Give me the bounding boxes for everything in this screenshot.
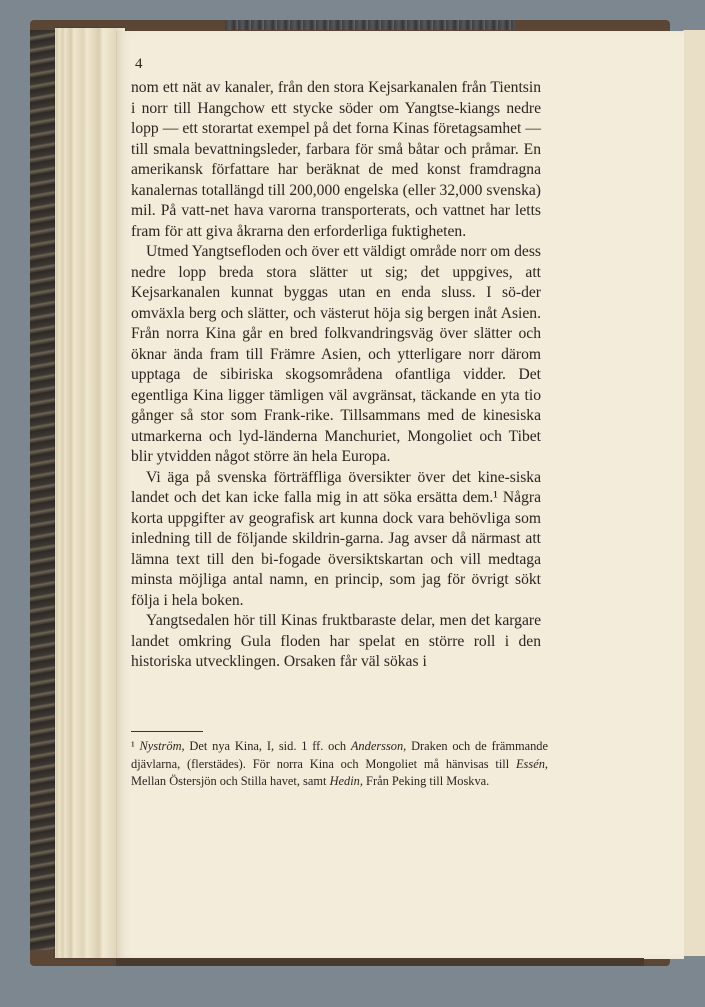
book-spine bbox=[30, 30, 56, 950]
page-number: 4 bbox=[135, 56, 143, 72]
top-binding-band bbox=[225, 20, 515, 30]
paragraph-2: Utmed Yangtsefloden och över ett väldigt område norr om dess nedre lopp breda stora slätter ut sig; det uppgives, att Kejsarkanalen kunnat byggas utan en enda sluss. I sö-der omväxla berg och slätter, och västerut höja sig bergen inåt Asien. Från norra Kina går en bred folkvandringsväg över slätter och öknar ända fram till Främre Asien, och ytterligare norr därom upptaga de sibiriska skogsområdena ofantliga vidder. Det egentliga Kina ligger tämligen väl avgränsat, täckande en yta tio gånger så stor som Frank-rike. Tillsammans med de kinesiska utmarkerna och lyd-länderna Manchuriet, Mongoliet och Tibet blir ytvidden något större än hela Europa. bbox=[131, 243, 541, 465]
paragraph-3: Vi äga på svenska förträffliga översikter över det kine-siska landet och det kan icke falla mig in att söka ersätta dem.¹ Några korta uppgifter av geografisk art kunna dock vara behövliga som inledning till de följande skildrin-garna. Jag avser då närmast att lämna text till den bi-fogade översiktskartan och vill medtaga minsta möjliga antal namn, en princip, som jag för övrigt sökt följa i hela boken. bbox=[131, 468, 541, 609]
footnote-author: Andersson, bbox=[350, 739, 407, 753]
footnote-author: Nyström, bbox=[139, 739, 185, 753]
footnote-rule bbox=[131, 731, 203, 732]
footnote-author: Hedin, bbox=[329, 774, 363, 788]
footnote-text: Det nya Kina, I, sid. 1 ff. och bbox=[184, 739, 351, 753]
footnote bbox=[131, 738, 548, 791]
bottom-board-edge bbox=[116, 958, 644, 966]
footnote-text: Draken och de främmande djävlarna, (flerstädes). För norra Kina och Mongoliet må hänvisas till bbox=[131, 739, 548, 771]
facing-page-edge bbox=[683, 30, 705, 956]
footnote-author: Essén, bbox=[515, 756, 548, 771]
body-text bbox=[131, 78, 541, 673]
footnote-marker: ¹ bbox=[131, 739, 135, 753]
paragraph-1: nom ett nät av kanaler, från den stora Kejsarkanalen från Tientsin i norr till Hangchow ett stycke söder om Yangtse-kiangs nedre lopp — ett storartat exempel på det forna Kinas företagsamhet — till smala bevattningsleder, farbara för små båtar och pråmar. En amerikansk författare har beräknat de med konst framdragna kanalernas totallängd till 200,000 engelska (eller 32,000 svenska) mil. På vatt-net hava varorna transporterats, och vattnet har letts fram för att giva åkrarna den erforderliga fuktigheten. bbox=[131, 79, 541, 240]
page-stack-edges bbox=[55, 28, 125, 958]
footnote-text: Från Peking till Moskva. bbox=[362, 774, 490, 788]
paragraph-4: Yangtsedalen hör till Kinas fruktbaraste delar, men det kargare landet omkring Gula floden har spelat en större roll i den historiska utvecklingen. Orsaken får väl sökas i bbox=[131, 612, 541, 670]
footnote-text: Mellan Östersjön och Stilla havet, samt bbox=[131, 774, 330, 788]
